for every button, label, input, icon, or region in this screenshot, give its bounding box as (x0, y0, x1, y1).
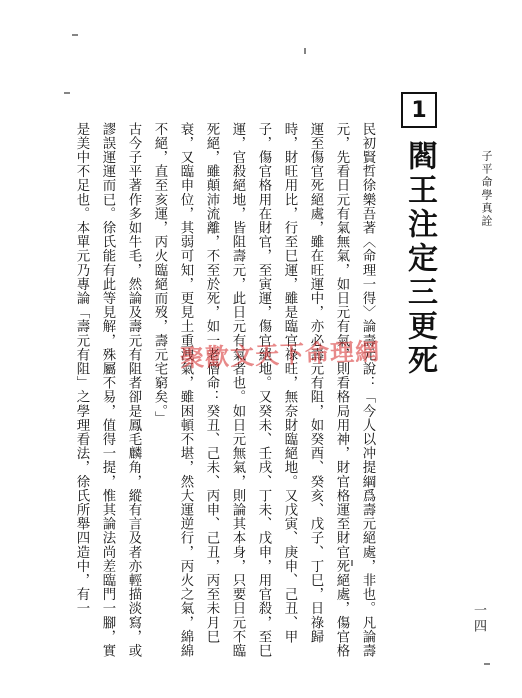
page-number: 一四 (471, 603, 486, 635)
paragraph: 古今子平著作多如牛毛，然論及壽元有阻者卻是鳳毛麟角，縱有言及者亦輕描淡寫，或謬誤運運而已。徐氏能有此等見解，殊屬不易，值得一提，惟其論法尚差臨門一腳，實是美中不足也。本單元乃專論「壽元有阻」之學理看法，徐氏所舉四造中，有一 (74, 122, 141, 658)
chapter-heading (398, 92, 440, 378)
chapter-number-box: 1 (401, 92, 437, 128)
chapter-title: 閻王注定三更死 (402, 140, 437, 378)
watermark-text: 聚歡文天下命理網 (179, 337, 381, 373)
body-text (50, 122, 380, 670)
paragraph: 民初賢哲徐樂吾著〈命理一得〉論壽元說：「今人以冲提綱爲壽元絕處，非也。凡論壽元，先看日元有氣無氣，如日元有氣，則看格局用神，財官格運至財官死絕處，傷官格運至傷官死絕處，雖在旺運中，亦必壽元有阻，如癸酉、癸亥、戊子、丁巳，日祿歸時，財旺用比，行至巳運，雖是臨官祿旺，無奈財臨絕地。又戊寅、庚申、己丑、甲子，傷官格用在財官，至寅運，傷官絕地。又癸未、壬戌、丁未、戊申，用官殺，至巳運，官殺絕地，皆阻壽元，此日元有氣者也。如日元無氣，則論其本身，只要日元不臨死絕，雖顛沛流離，不至於死，如一老僧命：癸丑、己未、丙申、己丑，丙至未月巳衰，又臨申位，其弱可知，更見土重洩氣，雖困頓不堪，然大運逆行，丙火之氣，綿綿不絕，直至亥運，丙火臨絕而歿，壽元宅窮矣。」 (152, 122, 375, 658)
running-header: 子平命學真詮 (480, 150, 493, 228)
